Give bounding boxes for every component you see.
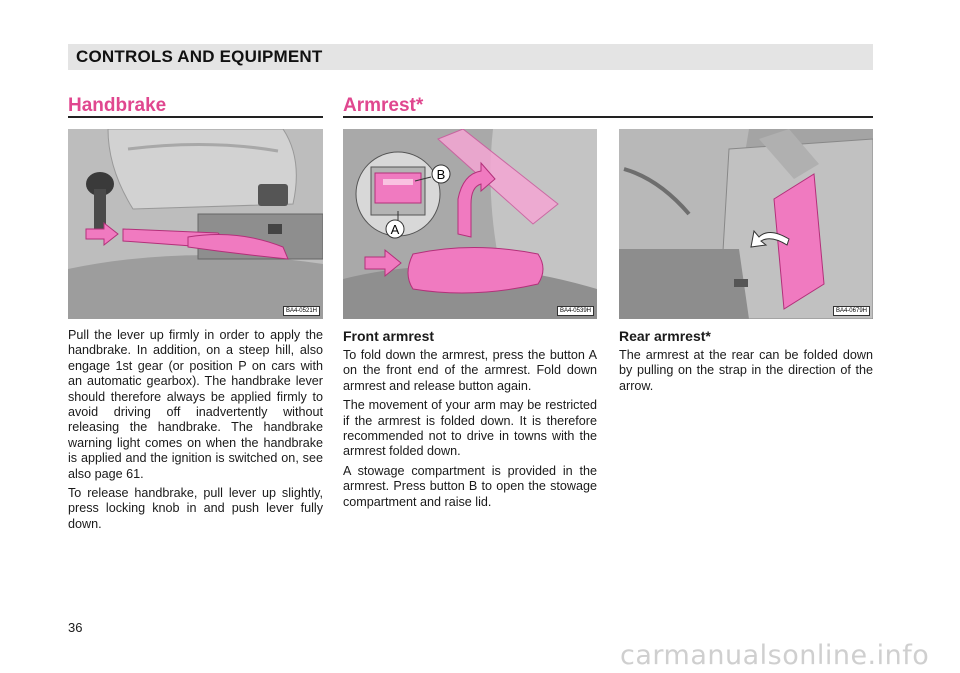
- front-armrest-paragraph: To fold down the armrest, press the button A on the front end of the armrest. Fold down armrest and release button again.: [343, 348, 597, 393]
- page-number: 36: [68, 620, 83, 635]
- section-header-bar: [68, 44, 873, 70]
- rear-armrest-image-code: BA4-0679H: [833, 306, 870, 316]
- armrest-title: Armrest*: [343, 95, 424, 116]
- handbrake-body: [68, 328, 323, 536]
- handbrake-paragraph: Pull the lever up firmly in order to apply the handbrake. In addition, on a steep hill, also engage 1st gear (or position P on cars with an automatic gearbox). The handbrake lever should therefore always be applied firmly to avoid driving off inadvertently without releasing the handbrake. The handbrake warning light comes on when the handbrake is applied and the ignition is switched on, see also page 61.: [68, 328, 323, 481]
- front-armrest-subtitle: Front armrest: [343, 328, 435, 344]
- section-header-title: CONTROLS AND EQUIPMENT: [76, 47, 323, 66]
- handbrake-paragraph: To release handbrake, pull lever up slightly, press locking knob in and push lever fully down.: [68, 486, 323, 531]
- rear-armrest-subtitle: Rear armrest*: [619, 328, 711, 344]
- front-armrest-body: [343, 348, 597, 514]
- front-armrest-paragraph: A stowage compartment is provided in the armrest. Press button B to open the stowage compartment and raise lid.: [343, 463, 597, 509]
- handbrake-title: Handbrake: [68, 95, 167, 116]
- handbrake-illustration: [68, 129, 323, 319]
- button-b-label: B: [436, 167, 446, 182]
- watermark-text[interactable]: carmanualsonline.info: [620, 640, 930, 671]
- rear-armrest-illustration: [619, 129, 873, 319]
- handbrake-image-code: BA4-0521H: [283, 306, 320, 316]
- handbrake-title-rule: [68, 116, 323, 118]
- front-armrest-illustration: [343, 129, 597, 319]
- rear-armrest-body: [619, 348, 873, 398]
- button-a-label: A: [390, 222, 400, 237]
- front-armrest-image-code: BA4-0539H: [557, 306, 594, 316]
- front-armrest-paragraph: The movement of your arm may be restricted if the armrest is folded down. It is therefore recommended not to drive in towns with the armrest folded down.: [343, 398, 597, 459]
- armrest-title-rule: [343, 116, 873, 118]
- rear-armrest-paragraph: The armrest at the rear can be folded down by pulling on the strap in the direction of the arrow.: [619, 348, 873, 393]
